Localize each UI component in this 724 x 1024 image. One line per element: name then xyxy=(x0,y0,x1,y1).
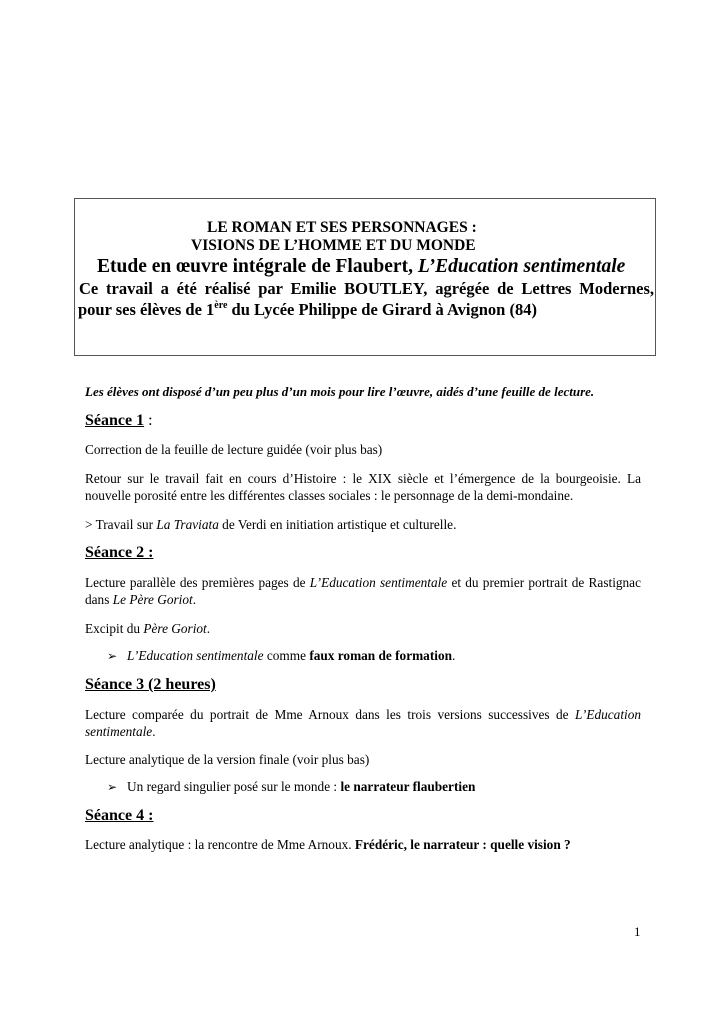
seance-2-p1-a: Lecture parallèle des premières pages de xyxy=(85,575,310,590)
arrow-bullet-icon: ➢ xyxy=(107,649,118,663)
seance-3-paragraph-2: Lecture analytique de la version finale (voir plus bas) xyxy=(85,752,370,767)
seance-4-paragraph-1 xyxy=(85,836,641,853)
seance-1-paragraph-2: Retour sur le travail fait en cours d’Histoire : le XIX siècle et l’émergence de la bourgeoisie. La nouvelle porosité entre les différentes classes sociales : le personnage de la demi-mondaine. xyxy=(85,471,641,503)
seance-3-bullet-plain: Un regard singulier posé sur le monde : xyxy=(127,779,341,794)
seance-2-p2-a: Excipit du xyxy=(85,621,144,636)
title-line-3-text: Etude en œuvre intégrale de Flaubert, xyxy=(97,256,418,277)
seance-3-bullet xyxy=(107,779,475,795)
seance-1-p3-suffix: de Verdi en initiation artistique et culturelle. xyxy=(218,517,457,532)
class-line-prefix: pour ses élèves de 1 xyxy=(78,300,215,319)
seance-2-bullet-italic: L’Education sentimentale xyxy=(127,648,264,663)
class-line-sup: ère xyxy=(214,300,228,311)
seance-1-p3-italic: La Traviata xyxy=(156,517,219,532)
seance-2-bullet xyxy=(107,648,455,664)
seance-2-p1-b: L’Education sentimentale xyxy=(309,575,448,590)
seance-4-p1-bold: Frédéric, le narrateur : quelle vision ? xyxy=(354,837,571,852)
seance-1-heading xyxy=(85,412,153,430)
seance-1-p3-prefix: > Travail sur xyxy=(85,517,157,532)
seance-3-p1-c: . xyxy=(152,724,156,739)
seance-3-paragraph-1 xyxy=(85,706,641,740)
seance-3-bullet-bold: le narrateur flaubertien xyxy=(340,779,476,794)
seance-2-p1-d: Le Père Goriot xyxy=(112,592,193,607)
seance-2-bullet-mid: comme xyxy=(263,648,310,663)
class-line-suffix: du Lycée Philippe de Girard à Avignon (84) xyxy=(227,300,537,319)
class-line xyxy=(78,300,537,320)
seance-2-heading: Séance 2 : xyxy=(85,544,154,561)
title-work-italic: L’Education sentimentale xyxy=(417,256,626,277)
seance-4-p1-plain: Lecture analytique : la rencontre de Mme Arnoux. xyxy=(85,837,355,852)
title-line-3 xyxy=(97,256,625,278)
seance-1-title: Séance 1 xyxy=(85,412,145,429)
author-line: Ce travail a été réalisé par Emilie BOUTLEY, agrégée de Lettres Modernes, xyxy=(79,279,654,298)
seance-3-p1-a: Lecture comparée du portrait de Mme Arnoux dans les trois versions successives de xyxy=(85,707,576,722)
seance-3-heading: Séance 3 (2 heures) xyxy=(85,676,216,693)
seance-2-p2-c: . xyxy=(206,621,211,636)
arrow-bullet-icon: ➢ xyxy=(107,780,118,794)
page-number: 1 xyxy=(634,924,641,939)
seance-2-p1-c: et du premier portrait de Rastignac dans xyxy=(85,575,641,607)
intro-note: Les élèves ont disposé d’un peu plus d’un mois pour lire l’œuvre, aidés d’une feuille de lecture. xyxy=(85,384,595,399)
title-line-1: LE ROMAN ET SES PERSONNAGES : xyxy=(207,219,477,236)
seance-2-p1-e: . xyxy=(192,592,197,607)
seance-2-paragraph-2 xyxy=(85,620,641,637)
title-line-2: VISIONS DE L’HOMME ET DU MONDE xyxy=(191,237,476,254)
seance-2-bullet-bold: faux roman de formation xyxy=(309,648,453,663)
seance-4-heading: Séance 4 : xyxy=(85,807,154,824)
seance-2-p2-b: Père Goriot xyxy=(143,621,207,636)
seance-2-paragraph-1 xyxy=(85,574,641,608)
seance-2-bullet-end: . xyxy=(452,648,456,663)
seance-1-paragraph-3 xyxy=(85,516,641,533)
seance-1-colon: : xyxy=(144,412,153,429)
seance-1-paragraph-1: Correction de la feuille de lecture guidée (voir plus bas) xyxy=(85,442,383,457)
seance-3-p1-b: L’Education sentimentale xyxy=(85,707,641,739)
